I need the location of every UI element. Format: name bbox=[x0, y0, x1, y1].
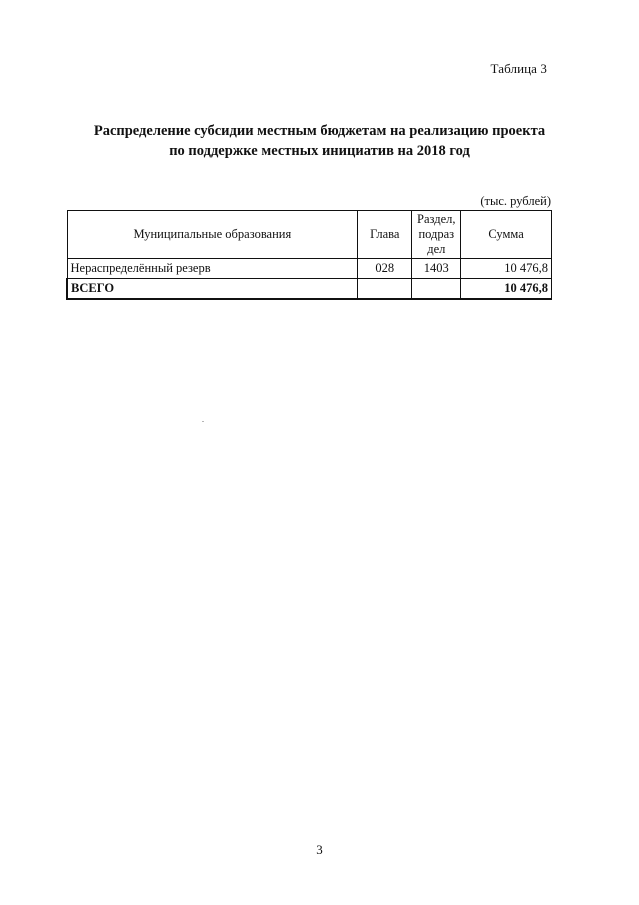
row-chapter-cell: 028 bbox=[358, 259, 412, 279]
header-sum: Сумма bbox=[461, 211, 552, 259]
subsidy-distribution-table bbox=[66, 210, 552, 300]
table-header-row bbox=[67, 211, 552, 259]
row-name-cell: Нераспределённый резерв bbox=[67, 259, 358, 279]
total-label-cell: ВСЕГО bbox=[67, 279, 358, 300]
table-number-label: Таблица 3 bbox=[490, 61, 547, 76]
total-chapter-cell bbox=[358, 279, 412, 300]
header-chapter: Глава bbox=[358, 211, 412, 259]
row-section-cell: 1403 bbox=[412, 259, 461, 279]
table-row bbox=[67, 259, 552, 279]
scan-speck bbox=[202, 421, 204, 422]
title-line-1: Распределение субсидии местным бюджетам на реализацию проекта bbox=[93, 123, 546, 139]
header-section-subsection: Раздел, подраз дел bbox=[412, 211, 461, 259]
page-number: 3 bbox=[316, 842, 323, 857]
row-sum-cell: 10 476,8 bbox=[461, 259, 552, 279]
document-title bbox=[0, 121, 639, 161]
title-line-2: по поддержке местных инициатив на 2018 год bbox=[169, 143, 470, 159]
total-row bbox=[67, 279, 552, 300]
header-municipalities: Муниципальные образования bbox=[67, 211, 358, 259]
total-section-cell bbox=[412, 279, 461, 300]
total-sum-cell: 10 476,8 bbox=[461, 279, 552, 300]
units-note: (тыс. рублей) bbox=[480, 194, 551, 208]
